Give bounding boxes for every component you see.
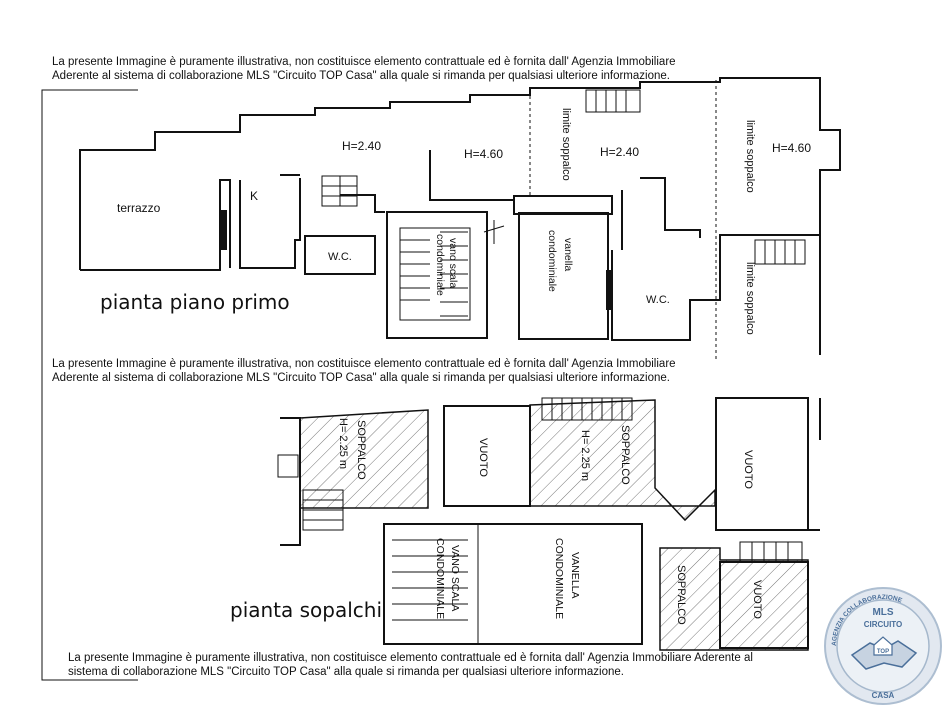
label-vano-scala: vano scala [447, 238, 459, 289]
label-condominiale-2: condominiale [546, 230, 558, 292]
label-wc-right: W.C. [646, 294, 670, 306]
label-h3: H=2.40 [600, 145, 640, 159]
label-wc-left: W.C. [328, 251, 352, 263]
disclaimer-middle-line1: La presente Immagine è puramente illustrativa, non costituisce elemento contrattuale ed è fornita dall' Agenzia Immobiliare [52, 358, 676, 370]
first-floor-plan [80, 78, 840, 360]
first-floor-title: pianta piano primo [100, 290, 290, 314]
disclaimer-top-line2: Aderente al sistema di collaborazione MLS "Circuito TOP Casa" alla quale si rimanda per qualsiasi ulteriore informazione. [52, 70, 670, 82]
kitchen-room [240, 178, 300, 268]
top-casa-seal-logo [822, 585, 944, 707]
disclaimer-top [52, 55, 676, 83]
terrace-door [219, 210, 227, 250]
label-condominiale-a: CONDOMINIALE [434, 538, 446, 620]
label-h2: H=4.60 [464, 147, 504, 161]
top-stair [586, 90, 640, 112]
mezzanine-title: pianta sopalchi [230, 598, 383, 622]
label-limite-soppalco-1: limite soppalco [560, 108, 572, 181]
stair-vanella-block [384, 524, 642, 644]
label-h-2: H= 2.25 m [579, 430, 591, 482]
label-h1: H=2.40 [342, 139, 382, 153]
label-vuoto-1: VUOTO [477, 438, 489, 477]
seal-casa: CASA [871, 691, 895, 700]
label-vuoto-2: VUOTO [742, 450, 754, 489]
terrace [80, 180, 230, 270]
label-soppalco-1: SOPPALCO [355, 420, 367, 480]
label-h-1: H= 2.25 m [337, 418, 349, 470]
label-vanella-mez: VANELLA [569, 552, 581, 599]
label-k: K [250, 189, 259, 203]
label-condominiale-1: condominiale [434, 234, 446, 296]
label-vano-scala-mez: VANO SCALA [449, 545, 461, 612]
vuoto-2-room [716, 398, 808, 530]
seal-mls: MLS [872, 607, 894, 618]
vanella-shaft [519, 213, 608, 339]
label-limite-soppalco-2: limite soppalco [744, 120, 756, 193]
disclaimer-middle-line2: Aderente al sistema di collaborazione MLS "Circuito TOP Casa" alla quale si rimanda per qualsiasi ulteriore informazione. [52, 372, 670, 384]
seal-circuito: CIRCUITO [863, 620, 903, 629]
label-condominiale-b: CONDOMINIALE [553, 538, 565, 620]
label-vuoto-3: VUOTO [751, 580, 763, 619]
disclaimer-bottom [68, 651, 753, 679]
disclaimer-bottom-line1: La presente Immagine è puramente illustrativa, non costituisce elemento contrattuale ed è fornita dall' Agenzia Immobiliare Aderente al [68, 652, 753, 664]
seal-arc-text: AGENZIA COLLABORAZIONE [830, 593, 903, 647]
label-soppalco-3: SOPPALCO [675, 565, 687, 625]
disclaimer-bottom-line2: sistema di collaborazione MLS "Circuito TOP Casa" alla quale si rimanda per qualsiasi ulteriore informazione. [68, 666, 624, 678]
seal-top: TOP [876, 649, 890, 655]
disclaimer-top-line1: La presente Immagine è puramente illustrativa, non costituisce elemento contrattuale ed è fornita dall' Agenzia Immobiliare [52, 56, 676, 68]
disclaimer-middle [52, 357, 676, 385]
label-h4: H=4.60 [772, 141, 812, 155]
label-limite-soppalco-3: limite soppalco [744, 262, 756, 335]
label-soppalco-2: SOPPALCO [619, 425, 631, 485]
label-vanella: vanella [562, 238, 574, 272]
label-terrazzo: terrazzo [117, 201, 161, 215]
vanella-top [514, 196, 612, 214]
frame-line [42, 90, 138, 680]
